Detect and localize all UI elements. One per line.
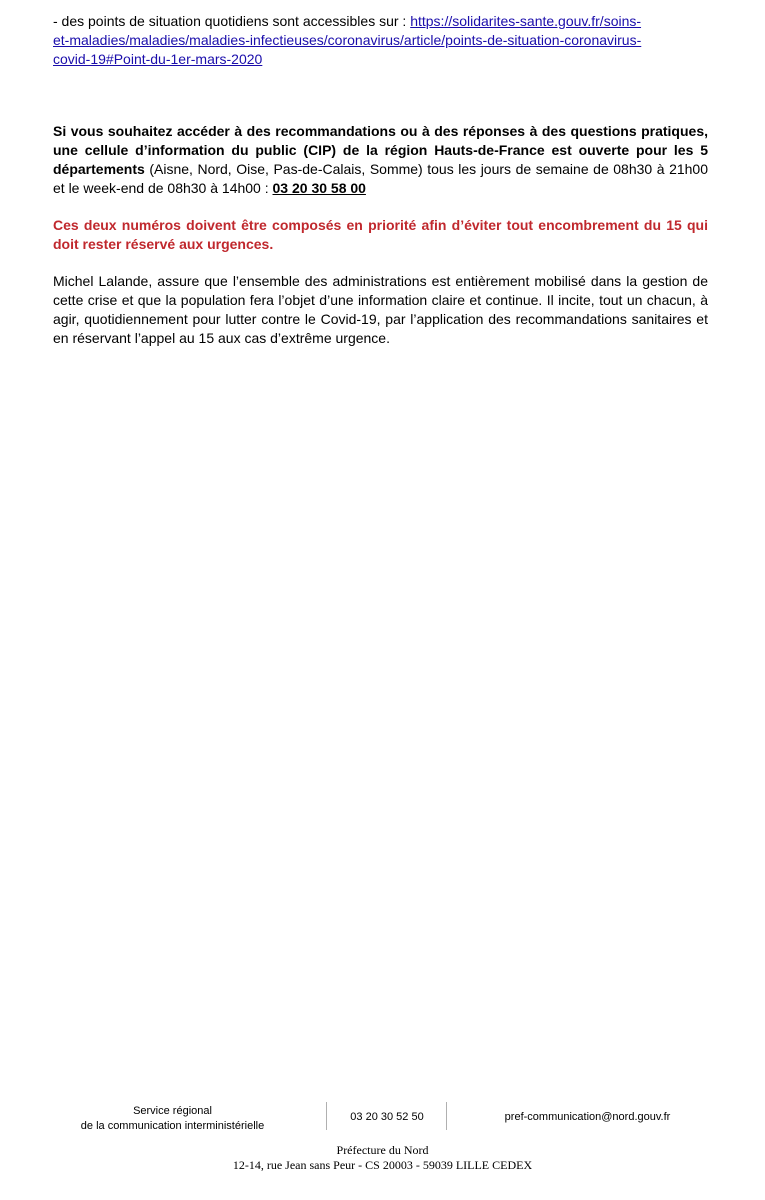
situation-points-link-part1[interactable]: https://solidarites-sante.gouv.fr/soins- xyxy=(410,13,642,29)
cip-details: (Aisne, Nord, Oise, Pas-de-Calais, Somme) tous les jours de semaine de 08h30 à 21h00 et le week-end de 08h30 à 14h00 : xyxy=(53,161,708,196)
footer-service-line1: Service régional xyxy=(133,1105,212,1117)
situation-points-text: - des points de situation quotidiens sont accessibles sur : xyxy=(53,13,411,29)
footer-street-address: 12-14, rue Jean sans Peur - CS 20003 - 59039 LILLE CEDEX xyxy=(232,1158,533,1172)
footer-address xyxy=(0,1143,765,1173)
cip-paragraph xyxy=(53,122,708,198)
spacer xyxy=(53,198,708,216)
situation-points-link-part3[interactable]: covid-19#Point-du-1er-mars-2020 xyxy=(53,51,263,67)
situation-points-line xyxy=(53,12,708,31)
footer-divider xyxy=(326,1102,327,1130)
footer-service xyxy=(75,1104,270,1134)
priority-warning: Ces deux numéros doivent être composés en priorité afin d’éviter tout encombrement du 15 qui doit rester réservé aux urgences. xyxy=(53,217,708,252)
closing-paragraph: Michel Lalande, assure que l’ensemble des administrations est entièrement mobilisé dans la gestion de cette crise et que la population fera l’objet d’une information claire et continue. Il incite, tout un chacun, à agir, quotidiennement pour lutter contre le Covid-19, par l’application des recommandations sanitaires et en réservant l’appel au 15 aux cas d’extrême urgence. xyxy=(53,273,708,346)
footer-phone: 03 20 30 52 50 xyxy=(350,1111,424,1123)
situation-points-link-line3 xyxy=(53,50,708,69)
spacer xyxy=(53,69,708,122)
cip-phone-number: 03 20 30 58 00 xyxy=(272,180,366,196)
document-body xyxy=(53,12,708,348)
situation-points-link-line2 xyxy=(53,31,708,50)
footer-prefecture: Préfecture du Nord xyxy=(336,1143,429,1157)
situation-points-link-part2[interactable]: et-maladies/maladies/maladies-infectieuses/coronavirus/article/points-de-situation-coronavirus- xyxy=(53,32,642,48)
footer-divider xyxy=(446,1102,447,1130)
cip-bold-intro: Si vous souhaitez accéder à des recommandations ou à des réponses à des questions pratiques, une cellule d’information du public (CIP) de la région Hauts-de-France est ouverte pour les 5 départements xyxy=(53,123,708,177)
footer-service-line2: de la communication interministérielle xyxy=(80,1120,265,1132)
footer-email: pref-communication@nord.gouv.fr xyxy=(504,1111,671,1123)
spacer xyxy=(53,254,708,272)
